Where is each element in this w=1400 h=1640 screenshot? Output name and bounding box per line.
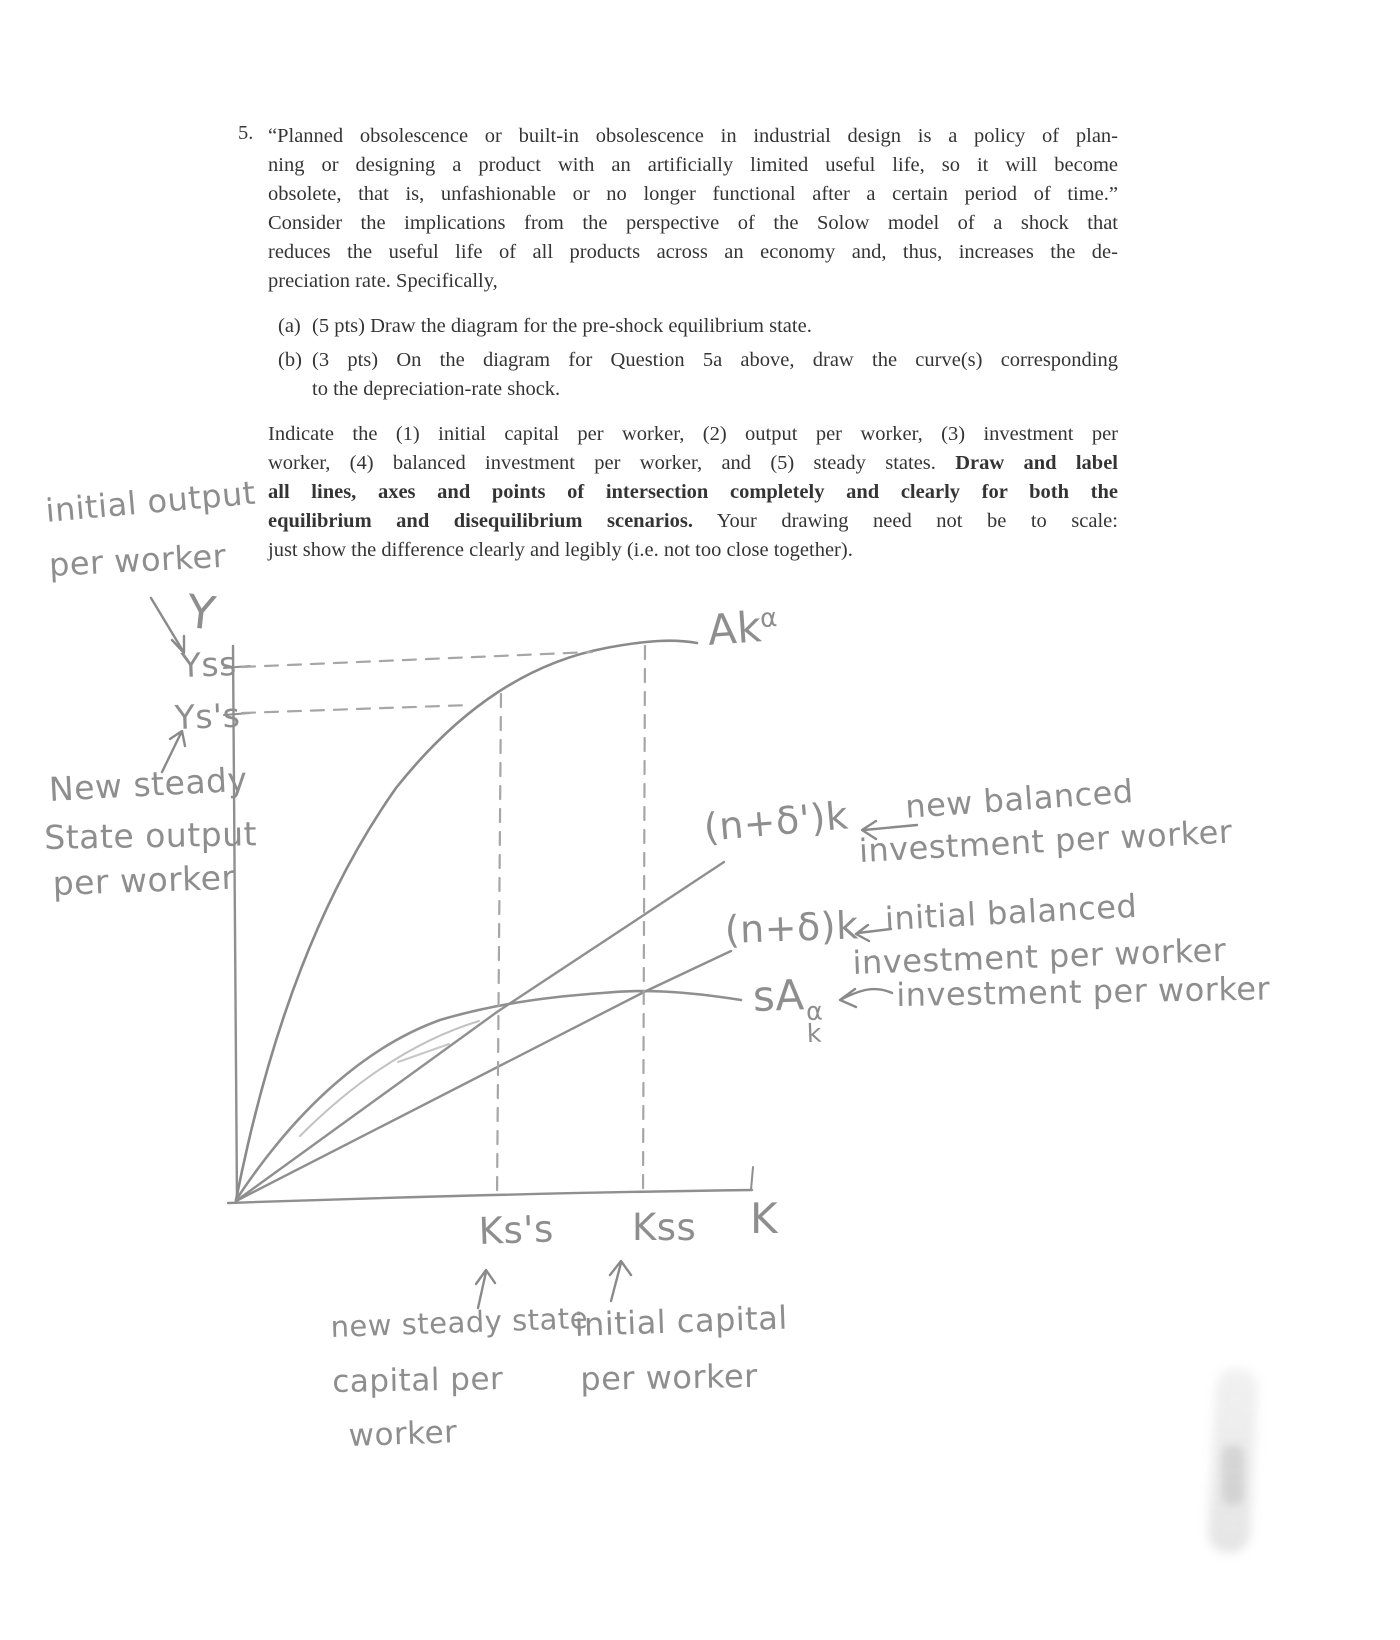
kss-dashed-guide <box>643 646 645 1196</box>
question-body-line: obsolete, that is, unfashionable or no longer functional after a certain period of time.” <box>268 183 1118 205</box>
instructions-line: equilibrium and disequilibrium scenarios. Your drawing need not be to scale: <box>268 510 1118 532</box>
initial-capital-label-line2: per worker <box>580 1356 759 1398</box>
yss-label: Yss <box>180 644 238 685</box>
initial-balanced-investment-line <box>236 951 731 1201</box>
question-body-line: ning or designing a product with an artificially limited useful life, so it will become <box>268 154 1118 176</box>
kss-prime-up-arrow <box>476 1270 495 1308</box>
investment-text: investment per worker <box>896 969 1271 1014</box>
kss-prime-dashed-guide <box>497 694 501 1198</box>
kss-up-arrow <box>610 1261 631 1301</box>
part-b-text-line1: (3 pts) On the diagram for Question 5a above, draw the curve(s) corresponding <box>312 349 1118 371</box>
x-axis-line <box>228 1190 752 1203</box>
new-balanced-text-line2: investment per worker <box>858 812 1234 870</box>
new-balanced-investment-line <box>236 862 724 1201</box>
production-function-curve <box>236 641 697 1200</box>
initial-balanced-text-line1: initial balanced <box>884 886 1139 938</box>
initial-output-label-line1: initial output <box>44 473 258 530</box>
part-a-label: (a) <box>278 315 301 337</box>
instructions-line: just show the difference clearly and legibly (i.e. not too close together). <box>268 539 853 561</box>
yss-prime-label: Ys's <box>174 695 241 737</box>
y-axis-label: Y <box>184 584 219 641</box>
new-ss-capital-label-line1: new steady state <box>330 1301 589 1344</box>
scan-smudge-dark <box>1222 1445 1244 1505</box>
new-steady-output-label-line3: per worker <box>52 857 237 903</box>
k-axis-label: K <box>750 1194 779 1243</box>
x-axis-end-tick <box>751 1167 753 1190</box>
initial-balanced-text-line2: investment per worker <box>852 930 1227 982</box>
investment-curve-double-stroke <box>300 1021 479 1136</box>
initial-balanced-formula-label: (n+δ)k <box>724 903 860 952</box>
kss-label: Kss <box>632 1206 697 1249</box>
new-steady-output-label-line1: New steady <box>48 759 249 809</box>
initial-capital-label-line1: initial capital <box>574 1298 789 1344</box>
kss-prime-label: Ks's <box>478 1207 555 1253</box>
part-a-text: (5 pts) Draw the diagram for the pre-shock equilibrium state. <box>312 315 812 337</box>
question-body-line: Consider the implications from the perspective of the Solow model of a shock that <box>268 212 1118 234</box>
instructions-line: all lines, axes and points of intersection completely and clearly for both the <box>268 481 1118 503</box>
part-b-text-line2: to the depreciation-rate shock. <box>312 378 561 400</box>
initial-output-label-line2: per worker <box>48 536 228 584</box>
new-ss-capital-label-line2: capital per <box>332 1361 504 1400</box>
production-function-label: $Ak^\alpha$ <box>706 602 779 655</box>
yss-dashed-guide <box>242 652 592 667</box>
new-steady-output-label-line2: State output <box>44 814 258 857</box>
instructions-line: Indicate the (1) initial capital per worker, (2) output per worker, (3) investment per <box>268 423 1118 445</box>
question-body-line: reduces the useful life of all products across an economy and, thus, increases the de- <box>268 241 1118 263</box>
initial-output-arrow <box>151 598 184 653</box>
instructions-line: worker, (4) balanced investment per worker, and (5) steady states. Draw and label <box>268 452 1118 474</box>
investment-left-arrow <box>840 989 892 1007</box>
question-body-line: preciation rate. Specifically, <box>268 270 498 292</box>
yss-prime-dashed-guide <box>242 705 471 713</box>
part-b-label: (b) <box>278 349 302 371</box>
investment-curve <box>236 991 741 1200</box>
new-ss-capital-label-line3: worker <box>348 1414 458 1454</box>
question-body-line: “Planned obsolescence or built-in obsolescence in industrial design is a policy of plan- <box>268 125 1118 147</box>
new-balanced-text-line1: new balanced <box>904 772 1135 826</box>
investment-formula-label: sA α k <box>752 970 824 1048</box>
new-balanced-formula-label: (n+δ')k <box>702 793 851 850</box>
question-number: 5. <box>238 122 254 144</box>
